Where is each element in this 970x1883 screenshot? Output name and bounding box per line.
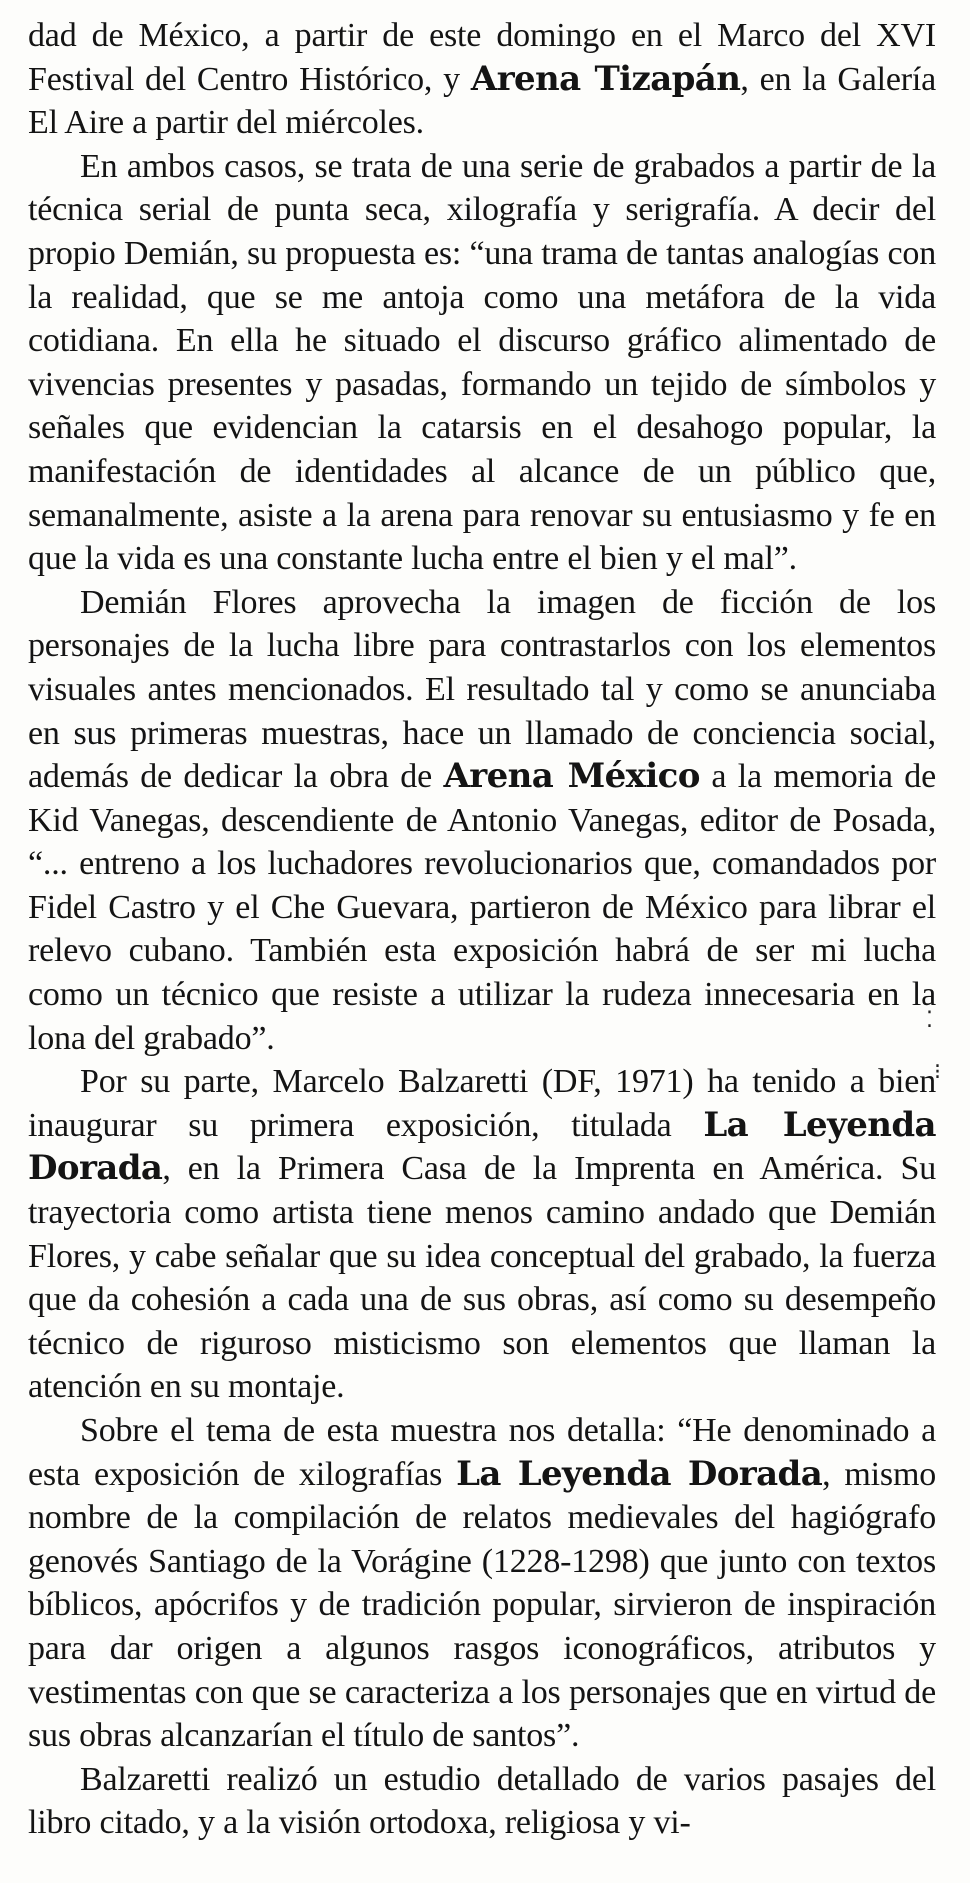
paragraph-text: En ambos casos, se trata de una serie de grabados a partir de la técnica serial de punta seca, xilografía y serigrafía. A decir del propio Demián, su propuesta es: “una trama de tantas analogías con la realidad, que se me antoja como una metáfora de la vida cotidiana. En ella he situado el discurso gráfico alimentado de vivencias presentes y pasadas, formando un tejido de símbolos y señales que evidencian la catarsis en el desahogo popular, la manifestación de identidades al alcance de un público que, semanalmente, asiste a la arena para renovar su entusiasmo y fe en que la vida es una constante lucha entre el bien y el mal”. [28, 147, 936, 578]
paragraph-text: Por su parte, Marcelo Balzaretti (DF, 1971) ha tenido a bien inaugurar su primera exposición, titulada [28, 1063, 936, 1144]
ink-speck-decoration: ⁝ [934, 1060, 941, 1085]
article-paragraph-2 [28, 145, 936, 581]
ink-speck-decoration: ⁚ [926, 1008, 933, 1033]
article-paragraph-6 [28, 1758, 936, 1845]
paragraph-text: , mismo nombre de la compilación de relatos medievales del hagiógrafo genovés Santiago de la Vorágine (1228-1298) que junto con textos bíblicos, apócrifos y de tradición popular, sirvieron de inspiración para dar origen a algunos rasgos iconográficos, atributos y vestimentas con que se caracteriza a los personajes que en virtud de sus obras alcanzarían el título de santos”. [28, 1455, 936, 1755]
paragraph-text: Demián Flores aprovecha la imagen de ficción de los personajes de la lucha libre para contrastarlos con los elementos visuales antes mencionados. El resultado tal y como se anunciaba en sus primeras muestras, hace un llamado de conciencia social, además de dedicar la obra de [28, 583, 936, 796]
paragraph-text: Sobre el tema de esta muestra nos detalla: “He denominado a esta exposición de xilografías [28, 1412, 936, 1493]
paragraph-text: , en la Primera Casa de la Imprenta en América. Su trayectoria como artista tiene menos camino andado que Demián Flores, y cabe señalar que su idea conceptual del grabado, la fuerza que da cohesión a cada una de sus obras, así como su desempeño técnico de riguroso misticismo son elementos que llaman la atención en su montaje. [28, 1150, 936, 1406]
exhibition-title-la-leyenda-dorada: La Leyenda Dorada [28, 1104, 936, 1189]
paragraph-text: a la memoria de Kid Vanegas, descendiente de Antonio Vanegas, editor de Posada, “... entreno a los luchadores revolucionarios que, comandados por Fidel Castro y el Che Guevara, partieron de México para librar el relevo cubano. También esta exposición habrá de ser mi lucha como un técnico que resiste a utilizar la rudeza innecesaria en la lona del grabado”. [28, 758, 936, 1057]
article-paragraph-3 [28, 581, 936, 1061]
article-paragraph-1 [28, 14, 936, 145]
article-column [28, 14, 936, 1845]
paragraph-text: , en la Galería El Aire a partir del miércoles. [28, 60, 936, 142]
exhibition-title-arena-mexico: Arena México [443, 756, 700, 797]
article-paragraph-4 [28, 1060, 936, 1409]
paragraph-text: dad de México, a partir de este domingo en el Marco del XVI Festival del Centro Histórico, y [28, 17, 936, 98]
article-paragraph-5 [28, 1409, 936, 1758]
paragraph-text: Balzaretti realizó un estudio detallado de varios pasajes del libro citado, y a la visión ortodoxa, religiosa y vi- [28, 1760, 936, 1842]
exhibition-title-arena-tizapan: Arena Tizapán [470, 58, 741, 99]
exhibition-title-la-leyenda-dorada: La Leyenda Dorada [456, 1453, 823, 1494]
